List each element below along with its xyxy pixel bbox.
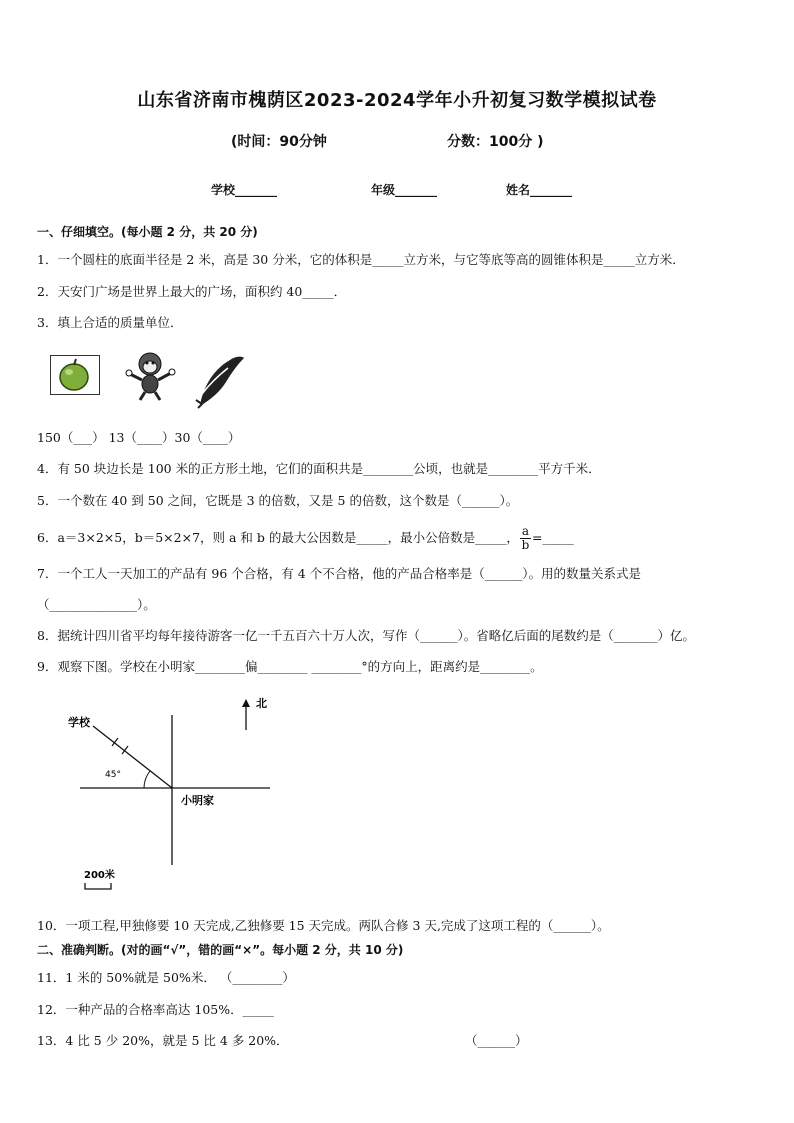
exam-time: (时间：90分钟 — [231, 134, 327, 150]
grade-field: 年级_______ — [371, 183, 438, 197]
angle-label: 45° — [105, 770, 121, 780]
school-field: 学校_______ — [211, 183, 278, 197]
section-1-heading: 一、仔细填空。(每小题 2 分，共 20 分) — [37, 225, 258, 239]
direction-diagram — [60, 690, 300, 900]
exam-score: 分数：100分 ) — [447, 134, 544, 150]
question-10: 10．一项工程,甲独修要 10 天完成,乙独修要 15 天完成。两队合修 3 天,完成了这项工程的（______）。 — [37, 918, 610, 933]
question-8: 8．据统计四川省平均每年接待游客一亿一千五百六十万人次，写作（______）。省略亿后面的尾数约是（_______）亿。 — [37, 628, 695, 643]
name-field: 姓名_______ — [506, 183, 573, 197]
page-title: 山东省济南市槐荫区2023-2024学年小升初复习数学模拟试卷 — [137, 90, 657, 111]
question-5: 5．一个数在 40 到 50 之间，它既是 3 的倍数，又是 5 的倍数，这个数是（______）。 — [37, 493, 519, 508]
question-1: 1．一个圆柱的底面半径是 2 米，高是 30 分米，它的体积是_____立方米，与它等底等高的圆锥体积是_____立方米． — [37, 252, 685, 267]
question-2: 2．天安门广场是世界上最大的广场，面积约 40_____． — [37, 284, 347, 299]
apple-icon — [50, 355, 100, 395]
section-2-heading: 二、准确判断。(对的画“√”，错的画“×”。每小题 2 分，共 10 分) — [37, 943, 404, 957]
school-label: 学校 — [68, 716, 90, 729]
fraction-denominator: b — [521, 538, 530, 552]
question-13-answer-blank: （______） — [465, 1033, 528, 1048]
fraction-a-over-b — [520, 525, 531, 552]
whale-icon — [192, 350, 248, 414]
question-7-line-2: （______________）。 — [37, 597, 156, 612]
fraction-numerator: a — [521, 524, 530, 538]
question-3-answers: 150（___） 13（____）30（____） — [37, 430, 241, 445]
north-label: 北 — [256, 697, 267, 710]
question-6-text: 6．a＝3×2×5，b＝5×2×7，则 a 和 b 的最大公因数是_____，最小公倍数是_____， — [37, 530, 519, 545]
angle-arc — [144, 771, 150, 788]
question-13: 13．4 比 5 少 20%，就是 5 比 4 多 20%． — [37, 1033, 289, 1048]
question-6-tail: =_____ — [532, 530, 574, 545]
question-4: 4．有 50 块边长是 100 米的正方形土地，它们的面积共是________公顷，也就是________平方千米． — [37, 461, 601, 476]
scale-bar — [85, 883, 111, 889]
question-3: 3．填上合适的质量单位． — [37, 315, 183, 330]
question-12: 12．一种产品的合格率高达 105%．_____ — [37, 1002, 274, 1017]
question-6 — [37, 525, 574, 552]
question-9: 9．观察下图。学校在小明家________偏________ ________°的方向上，距离约是________。 — [37, 659, 543, 674]
scale-label: 200米 — [84, 870, 115, 881]
monkey-icon — [122, 350, 178, 406]
home-label: 小明家 — [181, 794, 214, 807]
question-11: 11．1 米的 50%就是 50%米． （________） — [37, 970, 295, 985]
question-7-line-1: 7．一个工人一天加工的产品有 96 个合格，有 4 个不合格，他的产品合格率是（______）。用的数量关系式是 — [37, 566, 641, 581]
north-arrow-head — [242, 699, 250, 707]
